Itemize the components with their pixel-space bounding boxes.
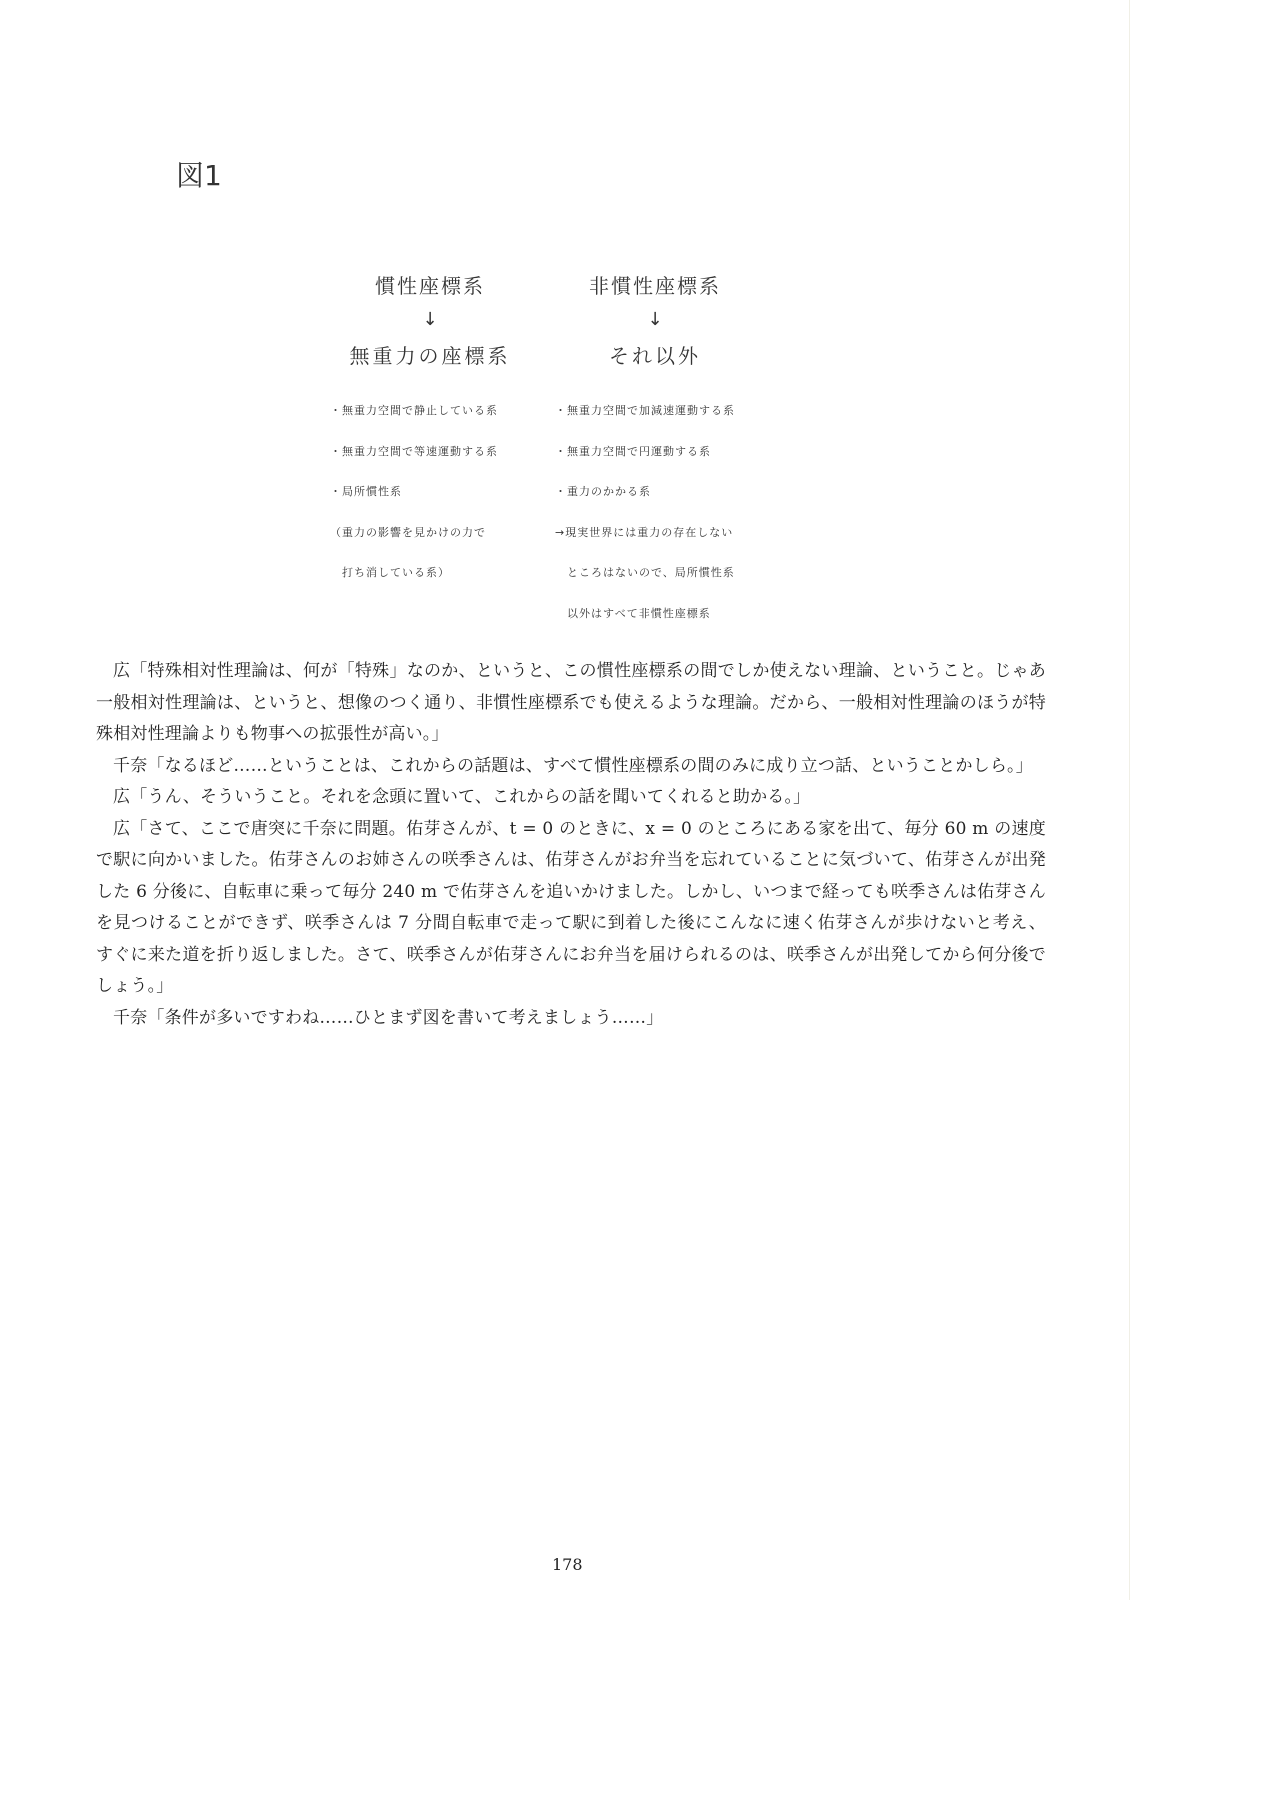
down-arrow-icon: ↓ xyxy=(422,309,438,330)
paragraph: 千奈「条件が多いですわね……ひとまず図を書いて考えましょう……」 xyxy=(113,1007,664,1028)
paragraph: 広「うん、そういうこと。それを念頭に置いて、これからの話を聞いてくれると助かる。」 xyxy=(113,787,811,807)
body-text xyxy=(96,656,1046,1034)
list-item: ・重力のかかる系 xyxy=(555,485,651,498)
figure-column-inertial xyxy=(330,270,590,607)
list-item: ところはないので、局所慣性系 xyxy=(555,566,735,579)
down-arrow-icon: ↓ xyxy=(647,309,663,330)
column-subheading: 無重力の座標系 xyxy=(349,344,511,368)
column-list xyxy=(555,377,815,647)
paragraph: 広「特殊相対性理論は、何が「特殊」なのか、というと、この慣性座標系の間でしか使えない理論、ということ。じゃあ一般相対性理論は、というと、想像のつく通り、非慣性座標系でも使えるような理論。だから、一般相対性理論のほうが特殊相対性理論よりも物事への拡張性が高い。」 xyxy=(96,661,1046,744)
list-item: ・局所慣性系 xyxy=(330,485,402,498)
paragraph: 千奈「なるほど……ということは、これからの話題は、すべて慣性座標系の間のみに成り立つ話、ということかしら。」 xyxy=(113,755,1033,776)
paragraph: 広「さて、ここで唐突に千奈に問題。佑芽さんが、t = 0 のときに、x = 0 のところにある家を出て、毎分 60 m の速度で駅に向かいました。佑芽さんのお姉さんの咲季さんは、佑芽さんがお弁当を忘れていることに気づいて、佑芽さんが出発した 6 分後に、自転車に乗って毎分 240 m で佑芽さんを追いかけました。しかし、いつまで経っても咲季さんは佑芽さんを見つけることができず、咲季さんは 7 分間自転車で走って駅に到着した後にこんなに速く佑芽さんが歩けないと考え、すぐに来た道を折り返しました。さて、咲季さんが佑芽さんにお弁当を届けられるのは、咲季さんが出発してから何分後でしょう。」 xyxy=(96,818,1046,996)
list-item: ・無重力空間で加減速運動する系 xyxy=(555,404,735,417)
figure-title: 図1 xyxy=(176,159,222,192)
column-subheading: それ以外 xyxy=(609,344,701,368)
column-heading: 非慣性座標系 xyxy=(589,274,721,298)
figure-column-noninertial xyxy=(555,270,815,647)
list-item: ・無重力空間で等速運動する系 xyxy=(330,444,498,458)
list-item: ・無重力空間で静止している系 xyxy=(330,404,498,417)
column-heading: 慣性座標系 xyxy=(375,274,485,298)
column-list xyxy=(330,377,590,607)
scan-edge xyxy=(1129,0,1130,1600)
list-item: （重力の影響を見かけの力で xyxy=(330,525,486,539)
list-item: ・無重力空間で円運動する系 xyxy=(555,444,711,458)
list-item: →現実世界には重力の存在しない xyxy=(555,525,734,539)
list-item: 打ち消している系） xyxy=(330,566,450,579)
list-item: 以外はすべて非慣性座標系 xyxy=(555,606,711,620)
page-number: 178 xyxy=(552,1555,583,1574)
